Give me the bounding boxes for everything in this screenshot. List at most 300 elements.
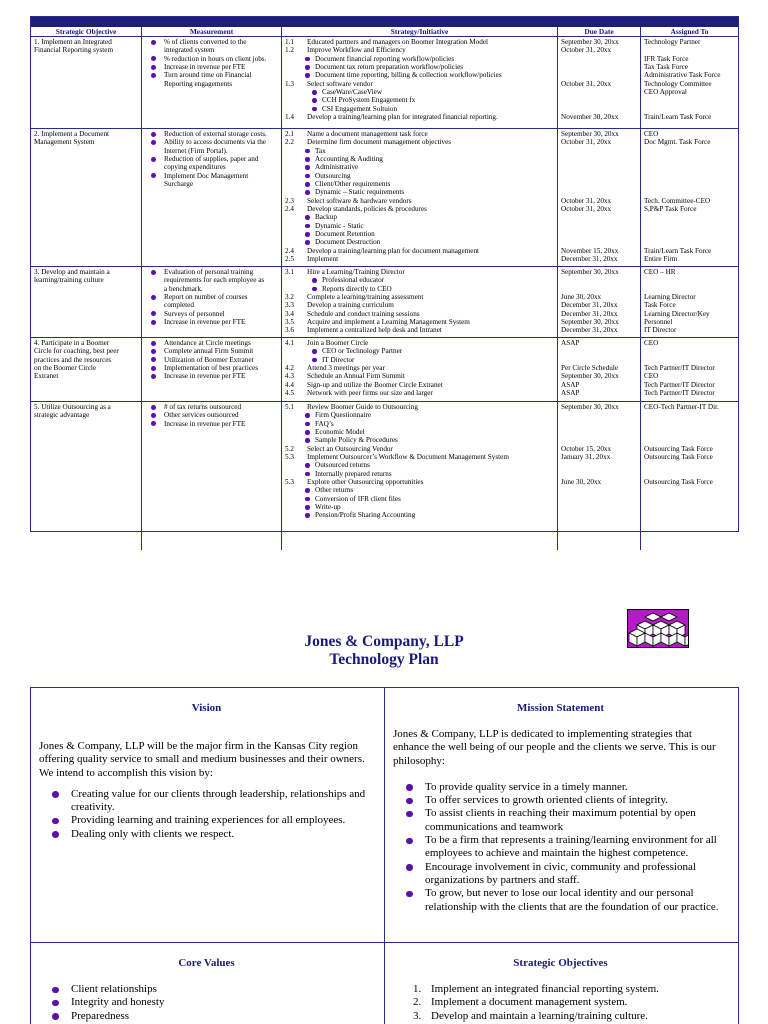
core-value-item-text: Integrity and honesty: [71, 996, 165, 1009]
bullet-icon: [305, 149, 310, 154]
measurement-cell: [142, 402, 282, 550]
strategy-text: Implement a centralized help desk and Intranet: [307, 326, 442, 335]
strategy-number: 1.2: [285, 46, 294, 55]
technology-plan-title: Technology Plan: [329, 651, 439, 668]
strategy-subitem-text: Accounting & Auditing: [315, 155, 383, 164]
assigned-to: [644, 461, 736, 469]
measurement-text: Reduction of external storage costs.: [164, 130, 267, 138]
strategy-subitem: [285, 461, 555, 469]
strategy-subitem-text: Firm Questionnaire: [315, 411, 372, 420]
due-date: [561, 172, 638, 180]
objective-number: 1.: [413, 983, 422, 995]
due-date: [561, 511, 638, 519]
mission-text: Jones & Company, LLP is dedicated to implementing strategies that enhance the well being of our people and the clients we serve. This is our philosophy:: [393, 728, 716, 767]
strategy-subitem-text: Document financial reporting workflow/policies: [315, 54, 455, 63]
measurement-text: Ability to access documents via the: [164, 138, 266, 147]
objective-cell: [31, 37, 142, 128]
measurement-text: Reduction of supplies, paper and: [164, 155, 259, 164]
bullet-icon: [406, 838, 413, 845]
measurement-text: a benchmark.: [164, 284, 203, 293]
strategic-plan-table: [30, 16, 739, 532]
bullet-icon: [305, 157, 310, 162]
assigned-to: [644, 188, 736, 196]
objective-number: 2.: [413, 996, 422, 1009]
strategy-subitem-text: Document tax return preparation workflow/policies: [315, 63, 464, 72]
strategy-text: Explore other Outsourcing opportunities: [307, 478, 424, 487]
measurement-item: [145, 310, 279, 318]
table-title-bar: [31, 17, 738, 27]
due-date: October 15, 20xx: [561, 444, 612, 453]
due-date: [561, 188, 638, 196]
assigned-to: [644, 276, 736, 284]
bullet-icon: [305, 190, 310, 195]
assigned-to: [644, 436, 736, 444]
objective-text: Financial Reporting system: [34, 46, 114, 55]
strategic-objective-item: [393, 983, 728, 996]
strategy-subitem-text: Conversion of IFR client files: [315, 494, 401, 503]
measurement-item: [145, 130, 279, 138]
assigned-to: CEO-Tech Partner-IT Dir.: [644, 403, 719, 411]
assigned-to: [644, 495, 736, 503]
due-date: [561, 230, 638, 238]
bullet-icon: [305, 497, 310, 502]
core-value-item-text: Preparedness: [71, 1009, 130, 1022]
strategy-line: [285, 268, 555, 276]
due-date: September 30, 20xx: [561, 372, 619, 381]
strategy-text: Educated partners and managers on Boomer Integration Model: [307, 38, 489, 46]
due-date: Per Circle Schedule: [561, 364, 619, 373]
strategy-subitem: [285, 163, 555, 171]
strategy-subitem: [285, 470, 555, 478]
assigned-to: Technology Partner: [644, 38, 701, 46]
measurement-item: [145, 356, 279, 364]
measurement-cell: [142, 37, 282, 128]
strategy-line: [285, 46, 555, 54]
assigned-to: Tech Partner/IT Director: [644, 364, 715, 373]
objective-text: Develop and maintain a learning/training culture.: [431, 1009, 648, 1022]
strategy-number: 2.4: [285, 246, 294, 255]
strategy-subitem: [285, 347, 555, 355]
strategy-line: [285, 255, 555, 263]
strategy-subitem-text: Client/Other requirements: [315, 180, 391, 189]
strategy-line: [285, 453, 555, 461]
strategy-subitem: [285, 230, 555, 238]
measurement-item: [145, 347, 279, 355]
due-date: [561, 71, 638, 79]
strategy-subitem-text: CSI Engagement Soltuion: [322, 104, 398, 113]
assigned-to: [644, 285, 736, 293]
bullet-icon: [151, 132, 156, 137]
vision-item: [39, 788, 374, 815]
strategy-subitem-text: Write-up: [315, 503, 341, 512]
strategy-subitem: [285, 436, 555, 444]
strategy-text: Develop a training/learning plan for document management: [307, 246, 480, 255]
strategy-number: 3.3: [285, 301, 294, 310]
assigned-to: [644, 503, 736, 511]
assigned-to: [644, 356, 736, 364]
bullet-icon: [312, 349, 317, 354]
strategy-subitem-text: Sample Policy & Procedures: [315, 436, 398, 445]
mission-list: [393, 781, 728, 914]
bullet-icon: [305, 463, 310, 468]
due-date-cell: [558, 402, 641, 550]
assigned-to: Train/Learn Task Force: [644, 113, 712, 122]
strategy-text: Network with peer firms our size and larger: [307, 389, 433, 398]
measurement-item: [145, 55, 279, 63]
due-date: [561, 461, 638, 469]
strategy-subitem: [285, 213, 555, 221]
mission-item-text: To be a firm that represents a training/learning environment for all employees to achieve and maintain the highest competence.: [425, 834, 717, 860]
strategic-objectives-panel: [385, 943, 738, 1024]
strategy-line: [285, 130, 555, 138]
strategy-text: Select software vendor: [307, 79, 373, 88]
measurement-text: Utilization of Boomer Extranet: [164, 355, 254, 364]
core-values-panel: [31, 943, 385, 1024]
strategy-cell: [282, 267, 558, 337]
due-date: November 30, 20xx: [561, 113, 619, 122]
strategy-line: [285, 381, 555, 389]
measurement-text: requirements for each employee as: [164, 276, 265, 285]
bullet-icon: [52, 987, 59, 994]
due-date: [561, 470, 638, 478]
assigned-to: Doc Mgmt. Task Force: [644, 138, 711, 147]
bullet-icon: [151, 320, 156, 325]
strategy-subitem-text: Administrative: [315, 163, 359, 172]
assigned-to: Entire Firm: [644, 255, 678, 264]
due-date: [561, 356, 638, 364]
strategy-cell: [282, 338, 558, 401]
strategy-number: 4.2: [285, 364, 294, 373]
strategy-subitem-text: CaseWare/CaseView: [322, 88, 383, 97]
measurement-item: [145, 172, 279, 189]
measurement-text: Increase in revenue per FTE: [164, 63, 246, 72]
strategy-subitem: [285, 88, 555, 96]
bullet-icon: [151, 357, 156, 362]
bullet-icon: [305, 438, 310, 443]
measurement-item: [145, 38, 279, 55]
bullet-icon: [151, 295, 156, 300]
assigned-to: [644, 347, 736, 355]
strategy-line: [285, 372, 555, 380]
bullet-icon: [305, 472, 310, 477]
strategy-text: Implement: [307, 255, 339, 264]
strategy-line: [285, 113, 555, 121]
due-date-cell: [558, 338, 641, 401]
strategy-subitem-text: Document Retention: [315, 230, 375, 239]
due-date: [561, 88, 638, 96]
strategy-subitem: [285, 486, 555, 494]
strategy-subitem: [285, 55, 555, 63]
strategy-text: Hire a Learning/Training Director: [307, 268, 405, 276]
core-value-item-text: Client relationships: [71, 983, 157, 995]
measurement-text: integrated system: [164, 46, 215, 55]
assigned-to: [644, 486, 736, 494]
strategy-text: Join a Boomer Circle: [307, 339, 369, 347]
measurement-text: Evaluation of personal training: [164, 268, 254, 276]
mission-item: [393, 794, 728, 807]
strategy-line: [285, 403, 555, 411]
bullet-icon: [305, 513, 310, 518]
assigned-to: Tax Task Force: [644, 63, 688, 72]
assigned-to: [644, 180, 736, 188]
measurement-item: [145, 411, 279, 419]
due-date: October 31, 20xx: [561, 46, 612, 55]
measurement-text: Surveys of personnel: [164, 309, 225, 318]
strategy-subitem: [285, 428, 555, 436]
bullet-icon: [151, 65, 156, 70]
core-value-item: [39, 996, 374, 1009]
core-value-item: [39, 1010, 374, 1023]
bullet-icon: [52, 831, 59, 838]
bullet-icon: [151, 73, 156, 78]
header-due-date: Due Date: [558, 27, 641, 36]
strategy-text: Improve Workflow and Efficiency: [307, 46, 406, 55]
assigned-to: Tech Partner/IT Director: [644, 389, 715, 398]
strategy-line: [285, 197, 555, 205]
strategy-text: Complete a learning/training assessment: [307, 293, 424, 302]
strategy-subitem-text: Backup: [315, 213, 337, 222]
strategic-objectives-heading: Strategic Objectives: [513, 957, 608, 969]
measurement-item: [145, 364, 279, 372]
assigned-to: [644, 222, 736, 230]
due-date: December 31, 20xx: [561, 301, 618, 310]
bullet-icon: [312, 90, 317, 95]
assigned-to: Outsourcing Task Force: [644, 478, 713, 487]
assigned-to: Train/Learn Task Force: [644, 246, 712, 255]
objective-text: learning/training culture: [34, 276, 104, 285]
due-date: [561, 276, 638, 284]
assigned-to: [644, 96, 736, 104]
measurement-text: Other services outsourced: [164, 411, 239, 420]
assigned-to: Outsourcing Task Force: [644, 453, 713, 462]
strategy-number: 2.5: [285, 255, 294, 264]
strategy-cell: [282, 37, 558, 128]
strategy-subitem: [285, 155, 555, 163]
strategy-line: [285, 326, 555, 334]
measurement-item: [145, 155, 279, 172]
strategy-subitem-text: Economic Model: [315, 428, 365, 437]
due-date-cell: [558, 267, 641, 337]
due-date: [561, 436, 638, 444]
measurement-text: # of tax returns outsourced: [164, 403, 242, 411]
bullet-icon: [151, 374, 156, 379]
strategy-subitem-text: Internally prepared returns: [315, 469, 392, 478]
mission-item-text: To assist clients in reaching their maximum potential by open communications and teamwork: [425, 807, 696, 833]
mission-panel: [385, 688, 738, 943]
bullet-icon: [406, 784, 413, 791]
bullet-icon: [151, 349, 156, 354]
measurement-text: Implementation of best practices: [164, 364, 259, 373]
assigned-to-cell: [641, 267, 738, 337]
strategy-number: 5.3: [285, 453, 294, 462]
strategy-text: Attend 3 meetings per year: [307, 364, 385, 373]
objective-text: 3. Develop and maintain a: [34, 268, 110, 276]
bullet-icon: [406, 891, 413, 898]
objective-text: practices and the resources: [34, 355, 112, 364]
strategy-line: [285, 364, 555, 372]
bullet-icon: [305, 65, 310, 70]
strategy-line: [285, 318, 555, 326]
strategy-number: 5.2: [285, 444, 294, 453]
due-date: [561, 486, 638, 494]
strategy-subitem-text: CCH ProSystem Engagement fx: [322, 96, 416, 105]
due-date: [561, 180, 638, 188]
strategy-number: 5.1: [285, 403, 294, 411]
due-date: [561, 96, 638, 104]
bullet-icon: [312, 98, 317, 103]
strategy-number: 3.5: [285, 318, 294, 327]
mission-item: [393, 781, 728, 794]
table-row: [31, 338, 738, 402]
bullet-icon: [52, 791, 59, 798]
strategy-cell: [282, 129, 558, 266]
bullet-icon: [305, 165, 310, 170]
strategic-objective-item: [393, 996, 728, 1009]
strategy-text: Develop a training/learning plan for integrated financial reporting.: [307, 113, 498, 122]
strategy-text: Name a document management task force: [307, 130, 428, 138]
strategy-number: 2.3: [285, 196, 294, 205]
strategic-objectives-list: [393, 983, 728, 1023]
due-date: June 30, 20xx: [561, 478, 602, 487]
vision-item: [39, 828, 374, 841]
measurement-text: Attendance at Circle meetings: [164, 339, 251, 347]
table-header-row: [31, 27, 738, 37]
strategy-subitem-text: Outsourcing: [315, 171, 351, 180]
strategy-number: 1.1: [285, 38, 294, 46]
mission-item-text: To provide quality service in a timely manner.: [425, 780, 628, 793]
measurement-text: Turn around time on Financial: [164, 71, 252, 80]
assigned-to-cell: [641, 338, 738, 401]
objective-text: 2. Implement a Document: [34, 130, 110, 138]
core-value-item: [39, 983, 374, 996]
bullet-icon: [52, 1013, 59, 1020]
bullet-icon: [151, 421, 156, 426]
strategy-text: Select an Outsourcing Vendor: [307, 444, 393, 453]
mission-item-text: To offer services to growth oriented clients of integrity.: [425, 794, 668, 807]
strategy-subitem: [285, 172, 555, 180]
strategy-subitem-text: Pension/Profit Sharing Accounting: [315, 511, 416, 520]
objective-text: strategic advantage: [34, 411, 90, 420]
bullet-icon: [52, 1000, 59, 1007]
assigned-to: [644, 411, 736, 419]
measurement-text: Increase in revenue per FTE: [164, 419, 246, 428]
bullet-icon: [151, 56, 156, 61]
strategy-subitem-text: CEO or Technology Partner: [322, 347, 403, 356]
objective-text: Extranet: [34, 372, 59, 381]
due-date: September 30, 20xx: [561, 268, 619, 276]
bullet-icon: [151, 40, 156, 45]
bullet-icon: [406, 798, 413, 805]
bullet-icon: [305, 430, 310, 435]
bullet-icon: [305, 488, 310, 493]
due-date-cell: [558, 37, 641, 128]
bullet-icon: [151, 405, 156, 410]
header-measurement: Measurement: [142, 27, 282, 36]
assigned-to: Outsourcing Task Force: [644, 444, 713, 453]
strategy-subitem-text: Outsourced returns: [315, 461, 370, 470]
strategy-line: [285, 339, 555, 347]
due-date: October 31, 20xx: [561, 138, 612, 147]
due-date: [561, 411, 638, 419]
assigned-to: IT Director: [644, 326, 677, 335]
assigned-to: [644, 163, 736, 171]
vision-panel: [31, 688, 385, 943]
due-date: [561, 428, 638, 436]
strategy-subitem: [285, 420, 555, 428]
core-values-list: [39, 983, 374, 1023]
measurement-item: [145, 420, 279, 428]
strategy-text: Schedule an Annual Firm Summit: [307, 372, 405, 381]
strategy-number: 4.5: [285, 389, 294, 398]
objective-text: 1. Implement an Integrated: [34, 38, 112, 46]
objective-text: Management System: [34, 138, 95, 147]
strategy-subitem-text: IT Director: [322, 355, 355, 364]
table-row: [31, 267, 738, 338]
bullet-icon: [406, 864, 413, 871]
due-date: [561, 347, 638, 355]
strategy-subitem: [285, 180, 555, 188]
assigned-to: [644, 470, 736, 478]
bullet-icon: [305, 57, 310, 62]
due-date: [561, 495, 638, 503]
strategy-line: [285, 293, 555, 301]
due-date: [561, 213, 638, 221]
bullet-icon: [312, 287, 317, 292]
strategy-line: [285, 80, 555, 88]
bullet-icon: [305, 224, 310, 229]
objective-text: on the Boomer Circle: [34, 364, 97, 373]
bullet-icon: [305, 505, 310, 510]
header-strategic-objective: Strategic Objective: [31, 27, 142, 36]
strategy-number: 3.2: [285, 293, 294, 302]
bullet-icon: [52, 818, 59, 825]
assigned-to: S,P&P Task Force: [644, 205, 697, 214]
strategy-line: [285, 445, 555, 453]
due-date: October 31, 20xx: [561, 196, 612, 205]
bullet-icon: [305, 240, 310, 245]
table-body: [31, 37, 738, 550]
strategy-number: 5.3: [285, 478, 294, 487]
assigned-to: Learning Director: [644, 293, 696, 302]
due-date: September 30, 20xx: [561, 38, 619, 46]
strategy-line: [285, 478, 555, 486]
due-date: June 30, 20xx: [561, 293, 602, 302]
document-title: [0, 633, 768, 669]
strategy-number: 3.6: [285, 326, 294, 335]
assigned-to: IFR Task Force: [644, 54, 689, 63]
strategy-subitem: [285, 276, 555, 284]
bullet-icon: [151, 157, 156, 162]
due-date: ASAP: [561, 389, 580, 398]
measurement-item: [145, 63, 279, 71]
measurement-cell: [142, 129, 282, 266]
due-date: ASAP: [561, 339, 580, 347]
objective-cell: [31, 129, 142, 266]
strategy-line: [285, 389, 555, 397]
bullet-icon: [305, 182, 310, 187]
objective-text: 4. Participate in a Boomer: [34, 339, 110, 347]
strategy-subitem-text: Document time reporting, billing & collection workflow/policies: [315, 71, 502, 80]
measurement-text: Implement Doc Management: [164, 171, 249, 180]
assigned-to: Technology Committee: [644, 79, 712, 88]
assigned-to: Personnel: [644, 318, 673, 327]
bullet-icon: [312, 107, 317, 112]
measurement-text: Increase in revenue per FTE: [164, 318, 246, 327]
assigned-to: Tech. Committee-CEO: [644, 196, 711, 205]
measurement-item: [145, 268, 279, 293]
assigned-to: Task Force: [644, 301, 676, 310]
strategy-number: 1.3: [285, 79, 294, 88]
